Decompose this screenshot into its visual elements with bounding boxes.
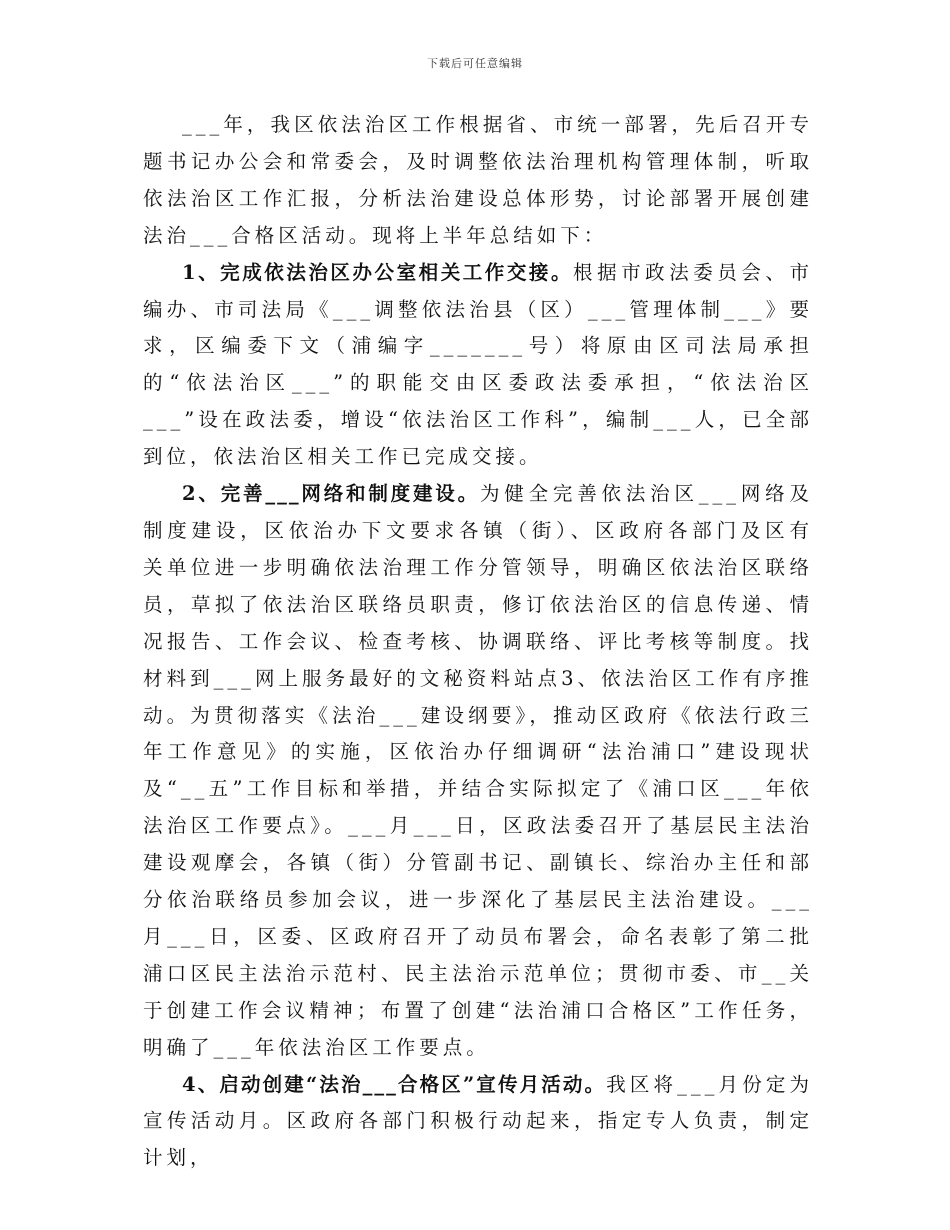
section-1-text: 根据市政法委员会、市编办、市司法局《___调整依法治县（区）___管理体制___》要求，区编委下文（浦编字_______号）将原由区司法局承担的“依法治区___”的职能交由区委政法委承担，“依法治区___”设在政法委，增设“依法治区工作科”，编制___人，已全部到位，依法治区相关工作已完成交接。: [143, 260, 813, 469]
section-2-paragraph: [143, 476, 813, 1067]
page-header-note: 下载后可任意编辑: [427, 57, 523, 70]
section-1-heading: 1、完成依法治区办公室相关工作交接。: [182, 260, 574, 284]
paragraph-text: ___年，我区依法治区工作根据省、市统一部署，先后召开专题书记办公会和常委会，及时调整依法治理机构管理体制，听取依法治区工作汇报，分析法治建设总体形势，讨论部署开展创建法治___合格区活动。现将上半年总结如下：: [143, 113, 813, 247]
section-2-heading: 2、完善___网络和制度建设。: [182, 482, 480, 506]
section-4-heading: 4、启动创建“法治___合格区”宣传月活动。: [182, 1072, 607, 1096]
section-4-text: 我区将___月份定为宣传活动月。区政府各部门积极行动起来，指定专人负责，制定计划，: [143, 1072, 813, 1170]
section-4-paragraph: [143, 1067, 813, 1178]
document-body: [143, 107, 813, 1177]
section-2-text: 为健全完善依法治区___网络及制度建设，区依治办下文要求各镇（街）、区政府各部门及区有关单位进一步明确依法治理工作分管领导，明确区依法治区联络员，草拟了依法治区联络员职责，修订依法治区的信息传递、情况报告、工作会议、检查考核、协调联络、评比考核等制度。找材料到___网上服务最好的文秘资料站点3、依法治区工作有序推动。为贯彻落实《法治___建设纲要》，推动区政府《依法行政三年工作意见》的实施，区依治办仔细调研“法治浦口”建设现状及“__五”工作目标和举措，并结合实际拟定了《浦口区___年依法治区工作要点》。___月___日，区政法委召开了基层民主法治建设观摩会，各镇（街）分管副书记、副镇长、综治办主任和部分依治联络员参加会议，进一步深化了基层民主法治建设。___月___日，区委、区政府召开了动员布署会，命名表彰了第二批浦口区民主法治示范村、民主法治示范单位；贯彻市委、市__关于创建工作会议精神；布置了创建“法治浦口合格区”工作任务，明确了___年依法治区工作要点。: [143, 482, 813, 1059]
intro-paragraph: [143, 107, 813, 255]
section-1-paragraph: [143, 255, 813, 476]
